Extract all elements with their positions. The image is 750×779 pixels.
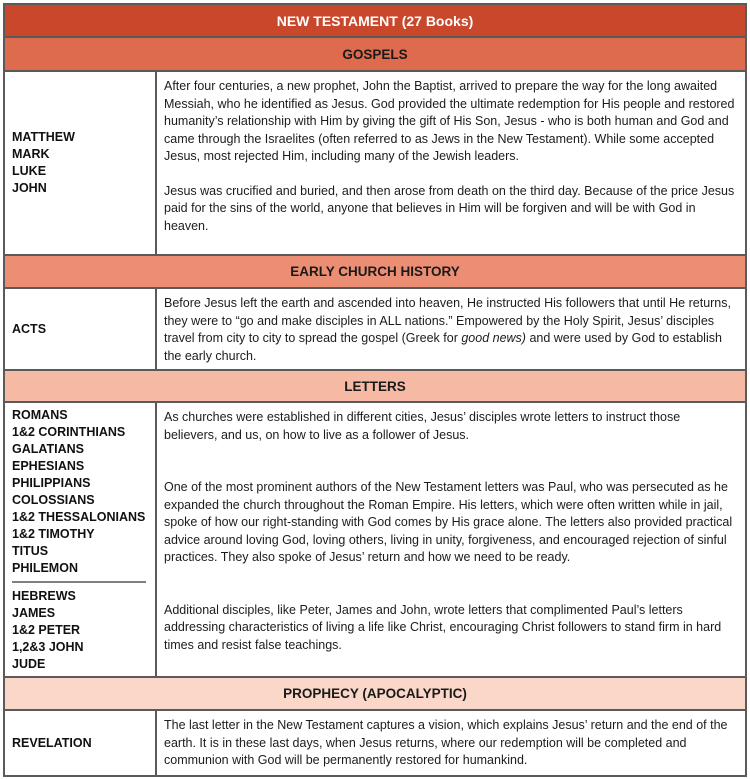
book-name: HEBREWS	[12, 588, 76, 603]
book-name: MATTHEW	[12, 130, 75, 144]
book-name: JUDE	[12, 656, 46, 671]
new-testament-table	[3, 3, 747, 777]
prophecy-book-list	[5, 711, 157, 775]
book-name: ACTS	[12, 321, 47, 336]
section-header-early-church: EARLY CHURCH HISTORY	[5, 256, 745, 289]
paragraph: Before Jesus left the earth and ascended into heaven, He instructed His followers that until He returns, they were to “go and make disciples in ALL nations.” Empowered by the Holy Spirit, Jesus’ disciples travel from city to city to spread the gospel (Greek for good news) and were used by God to establish the early church.	[164, 296, 731, 363]
paragraph: Jesus was crucified and buried, and then arose from death on the third day. Because of the price Jesus paid for the sins of the world, anyone that believes in Him will be forgiven and will be with God in heaven.	[164, 183, 735, 233]
paragraph: As churches were established in different cities, Jesus’ disciples wrote letters to instruct those believers, and us, on how to live as a follower of Jesus.	[164, 410, 681, 442]
early-church-book-list	[5, 289, 157, 369]
early-church-row	[5, 289, 745, 371]
book-name: GALATIANS	[12, 441, 84, 456]
prophecy-row	[5, 711, 745, 775]
book-name: COLOSSIANS	[12, 492, 95, 507]
book-name: MARK	[12, 147, 50, 161]
book-name: 1&2 CORINTHIANS	[12, 424, 126, 439]
paragraph: Additional disciples, like Peter, James and John, wrote letters that complimented Paul’s letters addressing characteristics of living a life like Christ, encouraging Christ followers to stand firm in hard times and resist false teachings.	[164, 602, 722, 652]
table-title: NEW TESTAMENT (27 Books)	[5, 5, 745, 38]
paragraph: One of the most prominent authors of the New Testament letters was Paul, who was persecuted as he expanded the church throughout the Roman Empire. His letters, which were often written while in jail, spoke of how our right-standing with God comes by His grace alone. The letters also provided practical advice around loving God, loving others, living in unity, forgiveness, and encouraged rejection of sinful practices. They also spoke of Jesus’ return and how we need to be ready.	[164, 480, 733, 564]
early-church-description	[157, 289, 745, 369]
section-header-letters: LETTERS	[5, 371, 745, 403]
letters-book-list	[5, 403, 157, 676]
section-header-gospels: GOSPELS	[5, 38, 745, 72]
book-name: 1&2 THESSALONIANS	[12, 509, 146, 524]
prophecy-description	[157, 711, 745, 775]
gospels-row	[5, 72, 745, 256]
book-name: EPHESIANS	[12, 458, 85, 473]
gospels-description	[157, 72, 745, 254]
book-name: 1&2 PETER	[12, 622, 81, 637]
letters-row	[5, 403, 745, 678]
book-name: LUKE	[12, 164, 47, 178]
book-name: PHILEMON	[12, 560, 78, 575]
paragraph: After four centuries, a new prophet, John the Baptist, arrived to prepare the way for the long awaited Messiah, who he identified as Jesus. God provided the ultimate redemption for His people and restored humanity’s relationship with Him by giving the gift of His Son, Jesus - who is both human and God and came through the Israelites (often referred to as Jews in the New Testament). While some accepted Jesus, most rejected Him, including many of the Jewish leaders.	[164, 79, 735, 163]
book-name: REVELATION	[12, 735, 92, 750]
book-name: JOHN	[12, 181, 47, 195]
book-name: PHILIPPIANS	[12, 475, 91, 490]
book-name: ROMANS	[12, 407, 68, 422]
book-group-divider	[12, 581, 146, 583]
section-header-prophecy: PROPHECY (APOCALYPTIC)	[5, 678, 745, 711]
book-name: TITUS	[12, 543, 49, 558]
letters-description	[157, 403, 745, 676]
book-name: 1&2 TIMOTHY	[12, 526, 95, 541]
book-name: 1,2&3 JOHN	[12, 639, 84, 654]
gospels-book-list	[5, 72, 157, 254]
book-name: JAMES	[12, 605, 56, 620]
paragraph: The last letter in the New Testament captures a vision, which explains Jesus’ return and the end of the earth. It is in these last days, when Jesus returns, where our redemption will be completed and communion with God will be permanently restored for humankind.	[164, 718, 728, 767]
